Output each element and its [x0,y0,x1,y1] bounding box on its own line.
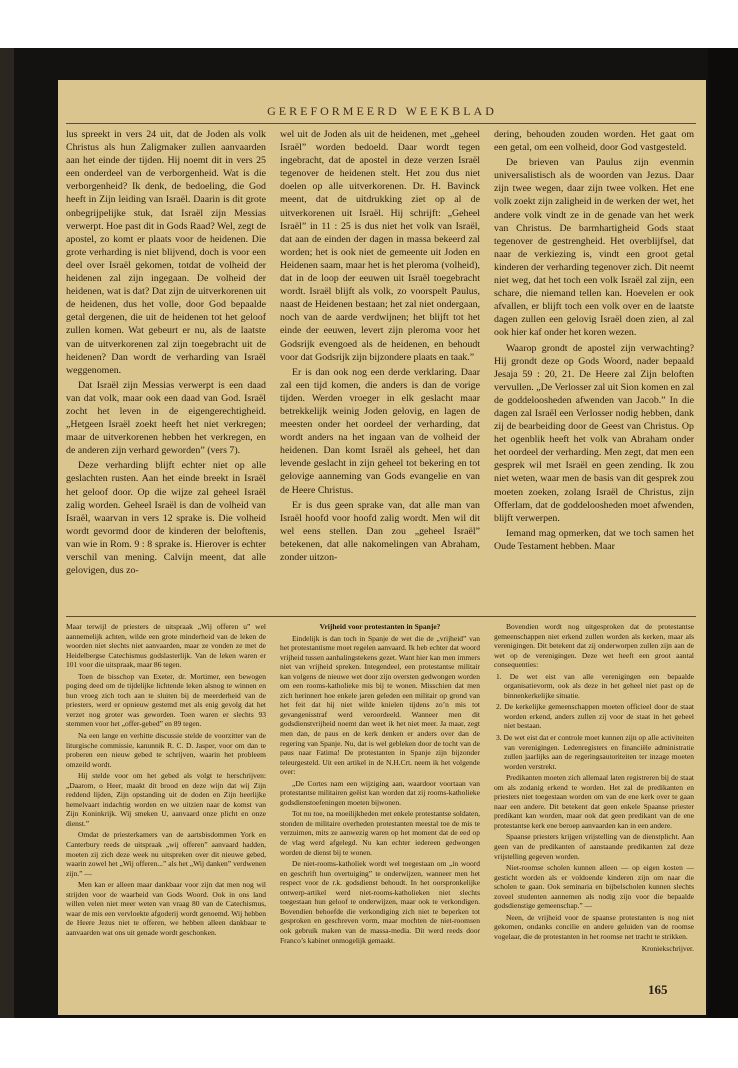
paragraph: Na een lange en verhitte discussie stelde de voorzitter van de liturgische commissie, kanunnik R. C. D. Jasper, voor om dan te proberen een nieuw gebed te schrijven, waarin het probleem omzeild wordt. [66,731,266,769]
paragraph: Predikanten moeten zich allemaal laten registreren bij de staat om als zodanig erkend te worden. Het zal de predikanten en priesters niet toegestaan worden om van de ene kerk over te gaan naar een andere. Dit betekent dat geen enkele Spaanse priester predikant kan worden, maar ook dat geen predikant van de ene protestantse kerk ene beroep aanvaarden kan in een andere. [494,773,694,830]
paragraph: „De Cortes nam een wijziging aan, waardoor voortaan van protestantse militairen geëist kan worden dat zij rooms-katholieke godsdienstoefeningen moeten bijwonen. [280,778,480,807]
paragraph: Niet-roomse scholen kunnen alleen — op eigen kosten — gesticht worden als er voldoende kinderen zijn om naar die scholen te gaan. Ook seminaria en bijbelscholen kunnen slechts zoveel studenten aannemen als nodig zijn voor die bepaalde godsdienstige gemeenschap.” — [494,863,694,911]
paragraph: Omdat de priesterkamers van de aartsbisdommen York en Canterbury reeds de uitspraak „wij offeren” aanvaard hadden, moeten zij zich deze week nu uitspreken over dit nieuwe gebed, waarin zowel het „Wij offeren...” als het „Wij danken” verdwenen zijn.” — [66,830,266,878]
paragraph: Maar terwijl de priesters de uitspraak „Wij offeren u” wel aannemelijk achten, wilde een grote minderheid van de leken de woorden niet slechts niet aanvaarden, maar ze vonden ze met de Heidelbergse Catechismus godslasterlijk. Van de leken waren er 101 voor die uitspraak, maar 86 tegen. [66,622,266,670]
article-column-1 [66,128,266,613]
paragraph: Deze verharding blijft echter niet op alle geslachten rusten. Aan het einde breekt in Israël het geloof door. Op die wijze zal geheel Israël zalig worden. Geheel Israël is dan de volheid van Israël, waarvan in vers 12 sprake is. Die volheid wordt gevormd door de kinderen der beloftenis, van wie in Rom. 9 : 8 sprake is. Hierover is echter verschil van mening. Calvijn meent, dat alle gelovigen, dus zo- [66,460,266,577]
paragraph: De niet-rooms-katholiek wordt wel toegestaan om „in woord en geschrift hun overtuiging” te onderwijzen, wanneer men het respect voor de r.k. godsdienst behoudt. In het oorspronkelijke ontwerp-artikel werd niet-rooms-katholieken niet slechts toegestaan hun geloof te onderwijzen, maar ook te verkondigen. Bovendien behoefde die verkondiging zich niet te beperken tot gesproken en geschreven vorm, maar mochten de niet-roomsen ook gebruik maken van de massa-media. Dit werd reeds door Franco’s kabinet onmogelijk gemaakt. [280,859,480,945]
paragraph: Iemand mag opmerken, dat we toch samen het Oude Testament hebben. Maar [494,527,694,552]
list-item: 3. De wet eist dat er controle moet kunnen zijn op alle activiteiten van verenigingen. Ledenregisters en financiële administratie zullen jaarlijks aan de regeringsautoriteiten ter inzage moeten worden verstrekt. [496,733,694,771]
paragraph: Men kan er alleen maar dankbaar voor zijn dat men nog wil strijden voor de waarheid van Gods Woord. Ook in ons land willen velen niet meer weten van vraag 80 van de Catechismus, waar de mis een vervloekte afgoderij wordt genoemd. Wij hebben de Heere Jezus niet te offeren, we hebben alleen dankbaar te aanvaarden wat ons uit genade wordt geschonken. [66,880,266,937]
article-column-2 [280,128,480,613]
paragraph: Dat Israël zijn Messias verwerpt is een daad van dat volk, maar ook een daad van God. Israël zocht het leven in de eigengerechtigheid. „Hetgeen Israël zoekt heeft het niet verkregen; maar de uitverkorenen hebben het verkregen, en de anderen zijn verhard geworden” (vers 7). [66,379,266,457]
header-rule [66,123,696,124]
section-divider [66,616,696,617]
magazine-page [58,80,706,1015]
paragraph: De brieven van Paulus zijn evenmin universalistisch als de woorden van Jezus. Daar zijn twee wegen, daar zijn twee volken. Het ene volk zoekt zijn zaligheid in de werken der wet, het andere volk vindt ze in de genade van het werk van Christus. De barmhartigheid Gods staat tegenover de gestrengheid. Het overblijfsel, dat naar de verkiezing is, vindt een groot getal kinderen der verharding tegenover zich. Dit neemt niet weg, dat het toch een volk Israël zal zijn, een schare, die niemand tellen kan. Hoevelen er ook afvallen, er blijft toch een volk over en de laatste dagen zullen een gelovig Israël doen zien, al zal ook hier kaf onder het koren wezen. [494,157,694,339]
list-item: 1. De wet eist van alle verenigingen een bepaalde organisatievorm, ook als deze in het geheel niet past op de binnenkerkelijke situatie. [496,671,694,700]
list-item: 2. De kerkelijke gemeenschappen moeten officieel door de staat worden erkend, anders zullen zij voor de staat in het geheel niet bestaan. [496,702,694,731]
paragraph: Er is dus geen sprake van, dat alle man van Israël hoofd voor hoofd zalig wordt. Men wil dit wel eens stellen. Dan zou „geheel Israël” betekenen, dat alle nakomelingen van Abraham, zonder uitzon- [280,499,480,563]
signature: Kroniekschrijver. [641,943,694,953]
page-number: 165 [648,982,668,997]
paragraph: Eindelijk is dan toch in Spanje de wet die de „vrijheid” van het protestantisme moet regelen aanvaard. Ik heb echter dat woord vrijheid tussen aanhalingstekens gezet. Want hier kan men immers niet van vrijheid spreken. Integendeel, een protestantse militair kan volgens de nieuwe wet door zijn oversten gedwongen worden om een rooms-katholieke mis bij te wonen. Misschien dat men zich herinnert hoe enkele jaren geleden een militair op grond van het feit dat hij niet wilde knielen tijdens zo’n mis tot gevangenisstraf werd veroordeeld. Wanneer men dit godsdienstvrijheid noemt dan weet ik het niet meer. Ja maar, zegt men dan, de paus en de kerk denken er anders over dan de regering van Spanje. Nu, dat is wel gebleken door de tocht van de paus naar Fatima! De protestanten in Spanje zijn bijzonder teleurgesteld. Uit een artikel in de N.H.Crt. neem ik het volgende over: [280,633,480,777]
paragraph: Bovendien wordt nog uitgesproken dat de protestantse gemeenschappen niet erkend zullen worden als kerken, maar als verenigingen. Dit betekent dat zij onderworpen zullen zijn aan de wet op de verenigingen. Deze wet heeft een groot aantal consequenties: [494,622,694,670]
scan-right-edge [708,48,738,1018]
paragraph: Hij stelde voor om het gebed als volgt te herschrijven: „Daarom, o Heer, maakt dit brood en deze wijn dat wij Zijn reddend lijden, Zijn opstanding uit de doden en Zijn heerlijke hemelvaart indachtig worden en we uitzien naar de komst van Zijn Koninkrijk. Wij smeken U, aanvaard onze plicht en onze dienst.” [66,771,266,828]
paragraph: dering, behouden zouden worden. Het gaat om een getal, om een volheid, door God vastgesteld. [494,129,694,154]
paragraph: Toen de bisschop van Exeter, dr. Mortimer, een bewogen poging deed om de tijdelijke lichtende leken alsnog te winnen en hun vroeg zich toch aan te sluiten bij de meerderheid van de priesters, werd er opnieuw gestemd met als enig gevolg dat het verzet nog groter was geworden. Toen waren er slechts 93 stemmen voor het „offer-gebed” en 89 tegen. [66,671,266,729]
kroniek-column-1 [66,622,266,987]
paragraph: Neen, de vrijheid voor de spaanse protestanten is nog niet gekomen, ondanks concilie en andere geluiden van de roomse vogelaar, die de protestanten in het roomse net tracht te strikken. [494,912,694,941]
masthead: GEREFORMEERD WEEKBLAD [267,104,497,118]
kroniek-column-3 [494,622,694,987]
paragraph: Waarop grondt de apostel zijn verwachting? Hij grondt deze op Gods Woord, nader bepaald Jesaja 59 : 20, 21. De Heere zal Zijn beloften vervullen. „De Verlosser zal uit Sion komen en zal de goddeloosheden afwenden van Jacob.” In die dagen zal Israël een Verlosser nodig hebben, dank zij de bearbeiding door de Geest van Christus. Op het ogenblik heeft het volk van Abraham onder het oordeel der verharding. Men zegt, dat men een gesprek wil met Israël en geen zending. Ik zou niet weten, waar men de basis van dit gesprek zou moeten zoeken, zolang Israël de Christus, zijn Offerlam, dat de goddeloosheden moet afwenden, blijft verwerpen. [494,342,694,524]
paragraph: Er is dan ook nog een derde verklaring. Daar zal een tijd komen, die anders is dan de vorige tijden. Werden vroeger in elk geslacht maar betrekkelijk weinig Joden gelovig, en lagen de meesten onder het oordeel der verharding, dat wordt anders na het ingaan van de volheid der heidenen. Dan komt Israël als geheel, het dan levende geslacht in zijn geheel tot bekering en tot gelovige aanneming van Gods evangelie en van de Heere Christus. [280,366,480,496]
paragraph: Tot nu toe, na moeilijkheden met enkele protestantse soldaten, stonden de militaire overheden protestanten meestal toe de mis te verzuimen, mits ze aanwezig waren op het moment dat de eed op de vlag werd afgelegd. Nu kan echter iedereen gedwongen worden de dienst bij te wonen. [280,809,480,857]
binding-edge [0,48,14,1018]
paragraph: wel uit de Joden als uit de heidenen, met „geheel Israël” worden bedoeld. Daar wordt tegen ingebracht, dat de apostel in deze verzen Israël tegenover de heidenen stelt. Het zou dus niet doelen op alle uitverkorenen. Dr. H. Bavinck meent, dat de uitdrukking ziet op al de uitverkorenen uit Israël. Hij schrijft: „Geheel Israël” in 11 : 25 is dus niet het volk van Israël, dat aan de einden der dagen in massa bekeerd zal worden; het is ook niet de gemeente uit Joden en Heidenen saam, maar het is het pleroma (volheid), dat in de loop der eeuwen uit Israël toegebracht wordt. Israël blijft als volk, zo voorspelt Paulus, naast de Heidenen bestaan; het zal niet ondergaan, noch van de aarde verdwijnen; het blijft tot het einde der eeuwen, levert zijn pleroma voor het Godsrijk evengoed als de heidenen, en behoudt voor dat Godsrijk zijn bijzondere plaats en taak.” [280,129,480,363]
article-column-3 [494,128,694,613]
kroniek-column-2 [280,622,480,987]
section-heading: Vrijheid voor protestanten in Spanje? [319,622,441,631]
paragraph: Spaanse priesters krijgen vrijstelling van de dienstplicht. Aan geen van de predikanten of aanstaande predikanten zal deze vrijstelling gegeven worden. [494,832,694,861]
paragraph: lus spreekt in vers 24 uit, dat de Joden als volk Christus als hun Zaligmaker zullen aanvaarden aan het einde der tijden. Hij noemt dit in vers 25 een onderdeel van de verborgenheid. Wat is die verborgenheid? Ik denk, de bedoeling, die God heeft in Zijn leiding van Israël. Daarin is dit grote onbegrijpelijke stuk, dat Israël zijn Messias verwerpt. Hoe past dit in Gods Raad? Wel, zegt de apostel, zo komt er plaats voor de heidenen. Die grote verharding is niet blijvend, doch is voor een deel over Israël gekomen, totdat de volheid der heidenen zal zijn ingegaan. De volheid der heidenen, wat is dat? Dat zijn de uitverkorenen uit de heidenen, dus het volle, door God bepaalde getal dergenen, die uit de heidenen tot het geloof zullen komen. Wat gebeurt er nu, als de laatste van de uitverkorenen zal zijn toegebracht uit de heidenen? Dan wordt de verharding van Israël weggenomen. [66,129,266,376]
